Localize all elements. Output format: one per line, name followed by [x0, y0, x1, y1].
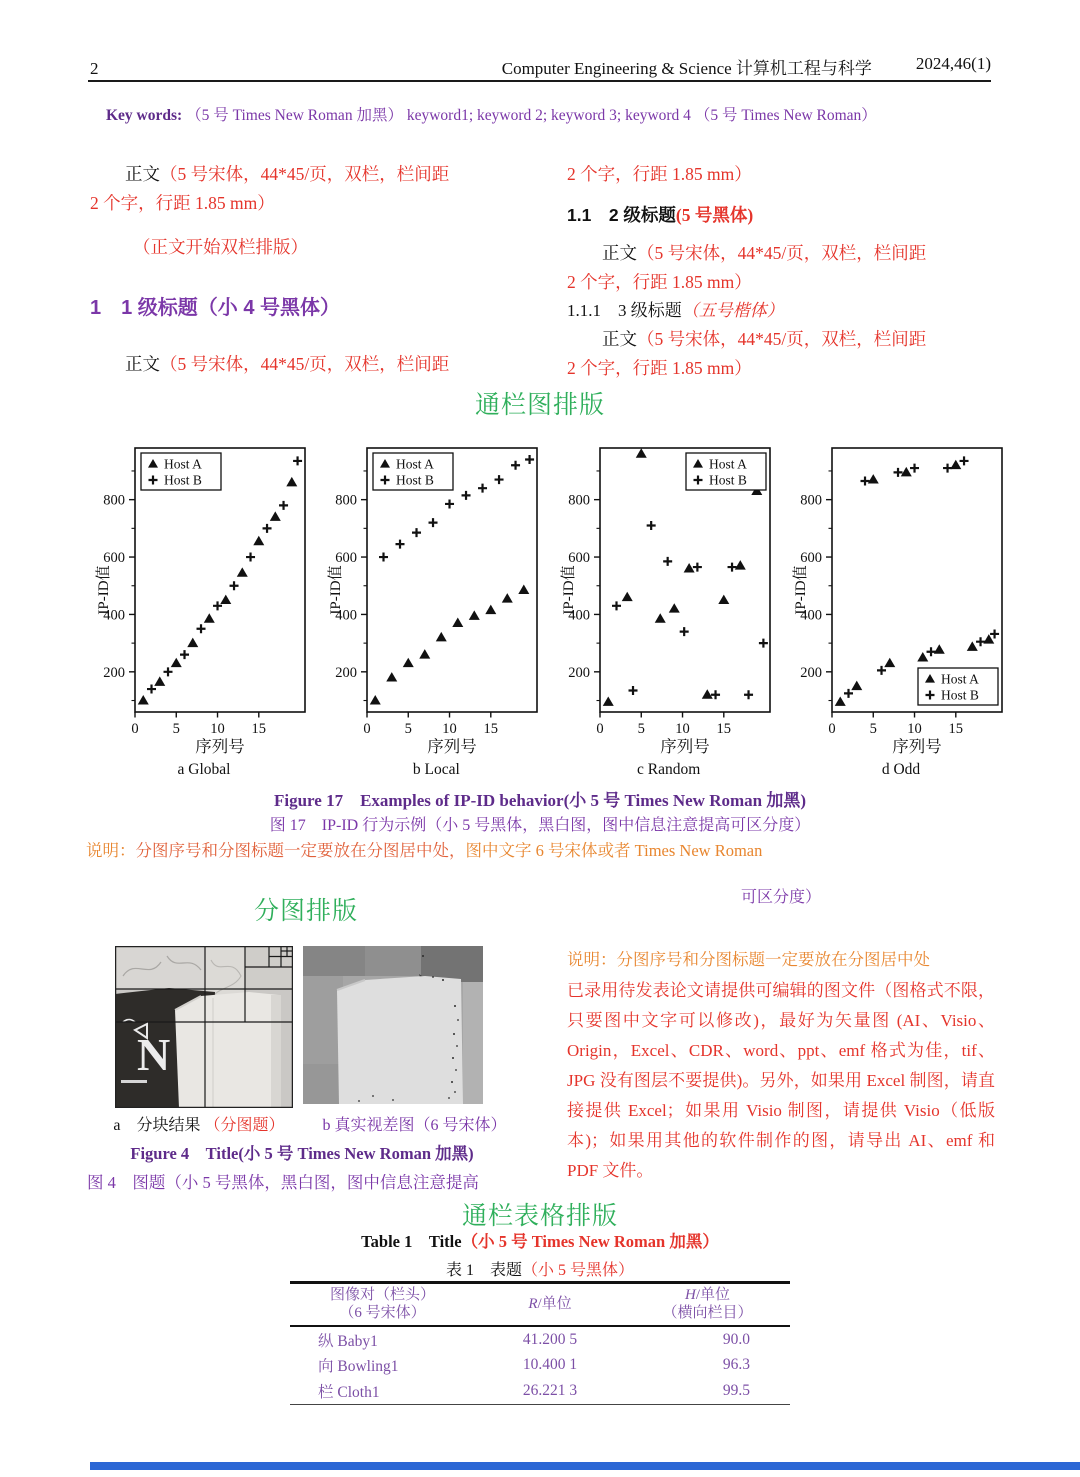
svg-text:600: 600 [800, 550, 822, 567]
svg-text:序列号: 序列号 [892, 737, 942, 756]
svg-text:Host A: Host A [708, 456, 747, 472]
page-header [90, 54, 991, 79]
svg-text:15: 15 [251, 721, 267, 737]
svg-text:200: 200 [335, 664, 358, 681]
svg-text:600: 600 [103, 550, 125, 567]
chart-caption: b Local [412, 761, 460, 778]
table-header-row [290, 1284, 790, 1327]
table1 [290, 1281, 790, 1405]
chart-a-global [95, 440, 313, 779]
svg-text:Host A: Host A [396, 456, 435, 472]
running-head [502, 54, 991, 79]
svg-text:800: 800 [800, 492, 822, 509]
svg-text:10: 10 [674, 721, 690, 737]
svg-text:Host B: Host B [396, 472, 435, 488]
table-header-r-unit: R/单位 [528, 1296, 572, 1312]
chart-b-local [327, 440, 545, 779]
body-line: 正文（5 号宋体，44*45/页，双栏，栏间距 [125, 164, 450, 184]
chart-caption: d Odd [881, 761, 921, 778]
table-row: 纵 Baby1 41.200 5 90.0 [318, 1330, 750, 1350]
svg-text:序列号: 序列号 [659, 737, 710, 756]
svg-text:5: 5 [404, 721, 413, 737]
svg-text:N: N [137, 1029, 171, 1080]
svg-text:10: 10 [442, 721, 458, 737]
keywords-size-note: （5 号 Times New Roman 加黑） [186, 107, 403, 124]
chart-d-odd [792, 440, 1010, 779]
svg-text:800: 800 [335, 492, 358, 509]
table-header-h-unit: H/单位 （横向栏目） [662, 1287, 753, 1321]
double-column-note: （正文开始双栏排版） [133, 237, 308, 257]
svg-text:IP-ID值: IP-ID值 [560, 565, 577, 615]
svg-text:400: 400 [800, 607, 822, 624]
body-line: 2 个字，行距 1.85 mm） [567, 164, 752, 184]
figure17-caption-en: Figure 17 Examples of IP-ID behavior(小 5 号 Times New Roman 加黑) [273, 791, 806, 810]
scatter-plot-local [327, 440, 545, 760]
table1-caption-cn: 表 1 表题（小 5 号黑体） [445, 1262, 635, 1279]
svg-text:0: 0 [828, 721, 836, 737]
svg-text:0: 0 [131, 721, 139, 737]
figure17-charts [95, 440, 1010, 779]
chart-c-random [560, 440, 778, 779]
figure4-caption-en: Figure 4 Title(小 5 号 Times New Roman 加黑) [130, 1144, 474, 1163]
chart-caption: a Global [177, 761, 231, 778]
body-line: 正文（5 号宋体，44*45/页，双栏，栏间距 [602, 329, 927, 349]
svg-text:IP-ID值: IP-ID值 [96, 565, 112, 615]
subfigure-b-caption: b 真实视差图（6 号宋体） [322, 1117, 507, 1134]
svg-text:0: 0 [596, 721, 604, 737]
svg-text:15: 15 [483, 721, 499, 737]
svg-text:Host B: Host B [708, 472, 747, 488]
body-line: 2 个字，行距 1.85 mm） [90, 193, 275, 213]
svg-text:Host B: Host B [164, 472, 202, 488]
svg-text:10: 10 [907, 721, 922, 737]
svg-text:400: 400 [567, 607, 590, 624]
right-column [567, 160, 995, 383]
svg-text:IP-ID值: IP-ID值 [792, 565, 809, 615]
body-line: 正文（5 号宋体，44*45/页，双栏，栏间距 [125, 354, 450, 374]
figure4-caption-continuation: 可区分度） [740, 889, 821, 906]
svg-text:15: 15 [716, 721, 731, 737]
keywords-line [106, 103, 877, 125]
svg-text:600: 600 [335, 550, 358, 567]
svg-text:800: 800 [567, 492, 590, 509]
table-row: 向 Bowling1 10.400 1 96.3 [318, 1356, 750, 1376]
svg-text:0: 0 [363, 721, 371, 737]
subfigure-a-note: （分图题） [204, 1117, 285, 1134]
body-line: 2 个字，行距 1.85 mm） [567, 358, 752, 378]
band-title-full-width-figure: 通栏图排版 [474, 391, 605, 419]
figure17-note: 说明：分图序号和分图标题一定要放在分图居中处，图中文字 6 号宋体或者 Times New Roman [86, 841, 763, 860]
heading-level1: 1 1 级标题（小 4 号黑体） [90, 297, 341, 319]
svg-text:IP-ID值: IP-ID值 [328, 565, 345, 615]
editable-figure-files-note: 已录用待发表论文请提供可编辑的图文件（图格式不限，只要图中文字可以修改)，最好为矢量图 (AI、Visio、Origin，Excel、CDR、word、ppt、emf 格式为佳，tif、JPG 没有图层不要提供)。另外，如果用 Excel 制图，请直接提供 Excel；如果用 Visio 制图，请提供 Visio（低版本)；如果用其他的软件制作的图，请导出 AI、emf 和 PDF 文件。 [567, 981, 995, 1180]
subfigure-captions [90, 1112, 530, 1135]
svg-text:600: 600 [567, 550, 590, 567]
subfigure-b-image [303, 946, 483, 1104]
svg-text:Host B: Host B [940, 687, 979, 703]
keywords-label: Key words: [106, 107, 183, 124]
figure4-caption-cn: 图 4 图题（小 5 号黑体，黑白图，图中信息注意提高 [87, 1173, 479, 1192]
table-header-image-pair: 图像对（栏头） （6 号宋体） [329, 1287, 435, 1321]
figure17-caption-cn: 图 17 IP-ID 行为示例（小 5 号黑体，黑白图，图中信息注意提高可区分度） [269, 817, 811, 834]
svg-text:400: 400 [335, 607, 358, 624]
left-column [90, 160, 522, 379]
heading-level2: 1.1 2 级标题(5 号黑体) [567, 205, 754, 225]
svg-text:800: 800 [103, 492, 125, 509]
svg-text:5: 5 [172, 721, 180, 737]
svg-text:200: 200 [103, 664, 125, 681]
keywords-body: keyword1; keyword 2; keyword 3; keyword 4 [406, 107, 691, 124]
band-title-full-width-table: 通栏表格排版 [461, 1202, 618, 1230]
heading-level3: 1.1.1 3 级标题（五号楷体） [567, 301, 784, 320]
body-line: 2 个字，行距 1.85 mm） [567, 272, 752, 292]
svg-text:5: 5 [869, 721, 877, 737]
chart-caption: c Random [637, 761, 701, 778]
subfigure-note: 说明：分图序号和分图标题一定要放在分图居中处 [567, 950, 930, 969]
svg-text:5: 5 [637, 721, 645, 737]
body-line: 正文（5 号宋体，44*45/页，双栏，栏间距 [602, 243, 927, 263]
table1-caption-en: Table 1 Title（小 5 号 Times New Roman 加黑） [361, 1232, 719, 1251]
svg-text:序列号: 序列号 [427, 737, 478, 756]
bottom-blue-bar [90, 1462, 1080, 1470]
page-number: 2 [90, 59, 99, 78]
header-rule [88, 80, 991, 82]
issue-info: 2024,46(1) [915, 54, 991, 73]
svg-text:Host A: Host A [940, 671, 979, 687]
svg-text:200: 200 [800, 664, 822, 681]
journal-title: Computer Engineering & Science 计算机工程与科学 [501, 59, 872, 78]
keywords-tail-note: （5 号 Times New Roman） [694, 107, 877, 124]
subfigure-a-image [115, 946, 293, 1108]
svg-text:序列号: 序列号 [195, 737, 245, 756]
svg-text:400: 400 [103, 607, 125, 624]
scatter-plot-random [560, 440, 778, 760]
svg-text:Host A: Host A [164, 456, 202, 472]
svg-text:10: 10 [210, 721, 225, 737]
svg-text:200: 200 [567, 664, 590, 681]
table-row: 栏 Cloth1 26.221 3 99.5 [290, 1378, 790, 1405]
scatter-plot-global [95, 440, 313, 760]
band-title-subfigure: 分图排版 [253, 897, 358, 925]
svg-text:15: 15 [948, 721, 964, 737]
scatter-plot-odd [792, 440, 1010, 760]
subfigure-a-caption: a 分块结果 [113, 1117, 201, 1134]
